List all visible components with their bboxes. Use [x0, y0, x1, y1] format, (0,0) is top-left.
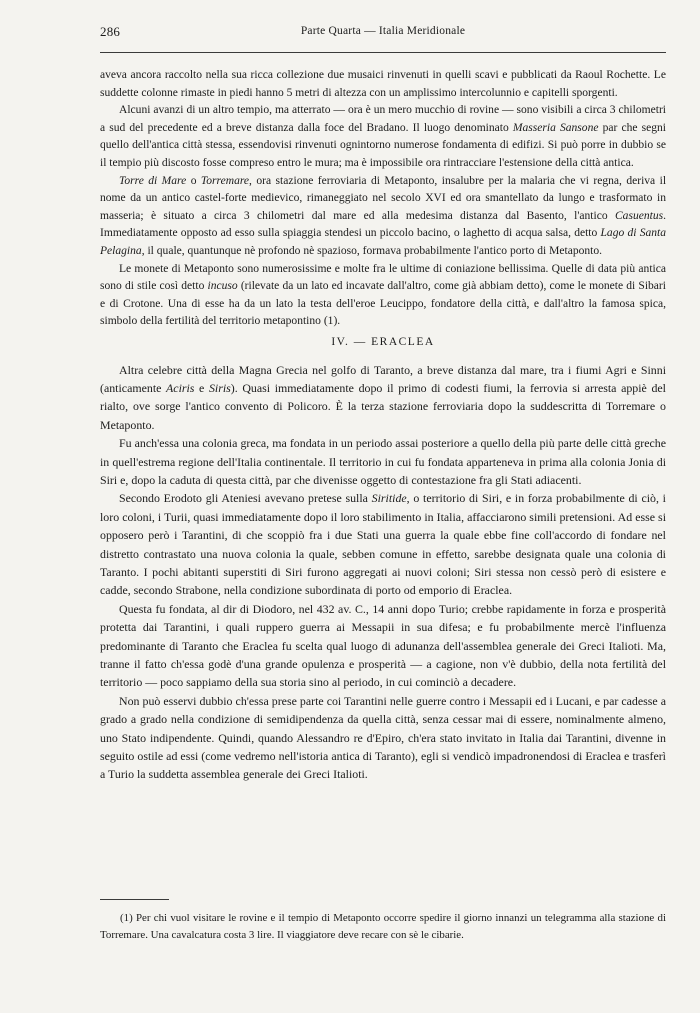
- place-name-masseria: Masseria Sansone: [512, 121, 599, 134]
- paragraph-erodoto: Secondo Erodoto gli Ateniesi avevano pretese sulla Siritide, o territorio di Siri, e in forza probabilmente di ciò, i loro coloni, i Turii, quasi immediatamente dopo il loro stabilimento in Italia, affacciarono simili pretensioni. Ad esse si opposero però i Tarantini, di che scoppiò fra i due Stati una guerra la quale ebbe fine coll'accordo di fondare nel distretto contrastato una nuova colonia la quale, sebben comune in effetto, sarebbe designata quale una colonia di Taranto. I pochi abitanti superstiti di Siri furono aggregati ai nuovi coloni; Siri stessa non cessò però di esistere e cadde, secondo Strabone, nella condizione subordinata di porto od emporio di Eraclea.: [100, 491, 666, 598]
- paragraph-eraclea-intro: Altra celebre città della Magna Grecia nel golfo di Taranto, a breve distanza dal mare, tra i fiumi Agri e Sinni (anticamente Aciris e Siris). Quasi immediatamente dopo il primo di codesti fiumi, la ferrovia si arresta appiè del rialto, ove sorge l'antico convento di Policoro. È la terza stazione ferroviaria dopo la suddescritta di Torremare o Metaponto.: [100, 362, 666, 432]
- paragraph-monete: Le monete di Metaponto sono numerosissime e molte fra le ultime di coniazione bellissima. Quelle di data più antica sono di stile così detto incuso (rilevate da un lato ed incavate dall'altro, come già abbiam detto), come le monete di Sibari e di Crotone. Una di esse ha da un lato la testa dell'eroe Leucippo, fondatore della città, e dall'altro la famosa spica, simbolo della fertilità del territorio metapontino (1).: [100, 262, 666, 328]
- header-rule: [100, 52, 666, 53]
- paragraph-diodoro: Questa fu fondata, al dir di Diodoro, nel 432 av. C., 14 anni dopo Turio; crebbe rapidamente in forza e prosperità protetta dai Tarantini, i quali ruppero guerra ai Messapii in sua difesa; e fu probabilmente mercè l'influenza predominante di Taranto che Eraclea fu scelta qual luogo di adunanza dell'assemblea generale dei Greci Italioti. Ma, tranne il fatto ch'essa godè d'una grande opulenza e prosperità — a cagione, non v'è dubbio, della nota fertilità del territorio — poco sappiamo della sua storia sino al periodo, in cui cominciò a decadere.: [100, 601, 666, 690]
- page-header: [100, 24, 666, 44]
- section-title: IV. — ERACLEA: [331, 335, 435, 348]
- paragraph-alessandro: Non può esservi dubbio ch'essa prese parte coi Tarantini nelle guerre contro i Messapii ed i Lucani, e par cadesse a grado a grado nella condizione di semidipendenza da quella città, senza cessar mai di essere, nominalmente almeno, uno Stato indipendente. Quindi, quando Alessandro re d'Epiro, ch'era stato invitato in Italia dai Tarantini, divenne in seguito ostile ad essi (come vedremo nell'istoria antica di Taranto), egli si vendicò impadronendosi di Eraclea e trasferì a Turio la suddetta assemblea generale dei Greci Italioti.: [100, 693, 666, 782]
- footnote: (1) Per chi vuol visitare le rovine e il tempio di Metaponto occorre spedire il giorno innanzi un telegramma alla stazione di Torremare. Una cavalcatura costa 3 lire. Il viaggiatore deve recare con sè le cibarie.: [100, 912, 666, 941]
- paragraph-continuation: aveva ancora raccolto nella sua ricca collezione due musaici rinvenuti in quelli scavi e pubblicati da Raoul Rochette. Le suddette colonne rimaste in piedi hanno 5 metri di altezza con un amplissimo intercolunnio e capitelli sporgenti.: [100, 69, 666, 99]
- paragraph-colonia: Fu anch'essa una colonia greca, ma fondata in un periodo assai posteriore a quello della più parte delle città greche in quell'estrema regione dell'Italia continentale. Il territorio in cui fu fondata apparteneva in prima alla colonia Jonia di Siri e, dopo la caduta di questa città, par che divenisse oggetto di contestazione fra gli Stati adiacenti.: [100, 436, 666, 487]
- page-number: 286: [100, 24, 121, 39]
- body-text: [100, 67, 666, 784]
- paragraph-torremare: Torre di Mare o Torremare, ora stazione ferroviaria di Metaponto, insalubre per la malaria che vi regna, deriva il nome da un antico castel-forte medievico, rimaneggiato nel secolo XVI ed ora smantellato da lungo e trasformato in masseria; è situato a circa 3 chilometri dal mare ed alla medesima distanza dal Basento, l'antico Casuentus. Immediatamente opposto ad esso sulla spiaggia stendesi un piccolo bacino, o laghetto di acqua salsa, detto Lago di Santa Pelagina, il quale, quantunque nè profondo nè spazioso, formava probabilmente l'antico porto di Metaponto.: [100, 174, 667, 257]
- running-head: Parte Quarta — Italia Meridionale: [300, 25, 466, 37]
- footnote-rule: [100, 899, 169, 900]
- paragraph-tempio: Alcuni avanzi di un altro tempio, ma atterrato — ora è un mero mucchio di rovine — sono visibili a circa 3 chilometri a sud del precedente ed a breve distanza dalla foce del Bradano. Il luogo denominato Masseria Sansone par che segni quello dell'antica città stessa, essendovisi rinvenuti ognintorno numerose fondamenta di edifizi. Si può porre in dubbio se il tempio più discosto fosse compreso entro le mura; ma è impossibile ora rintracciare l'estensione della città antica.: [100, 104, 666, 169]
- section-eraclea: [100, 361, 666, 784]
